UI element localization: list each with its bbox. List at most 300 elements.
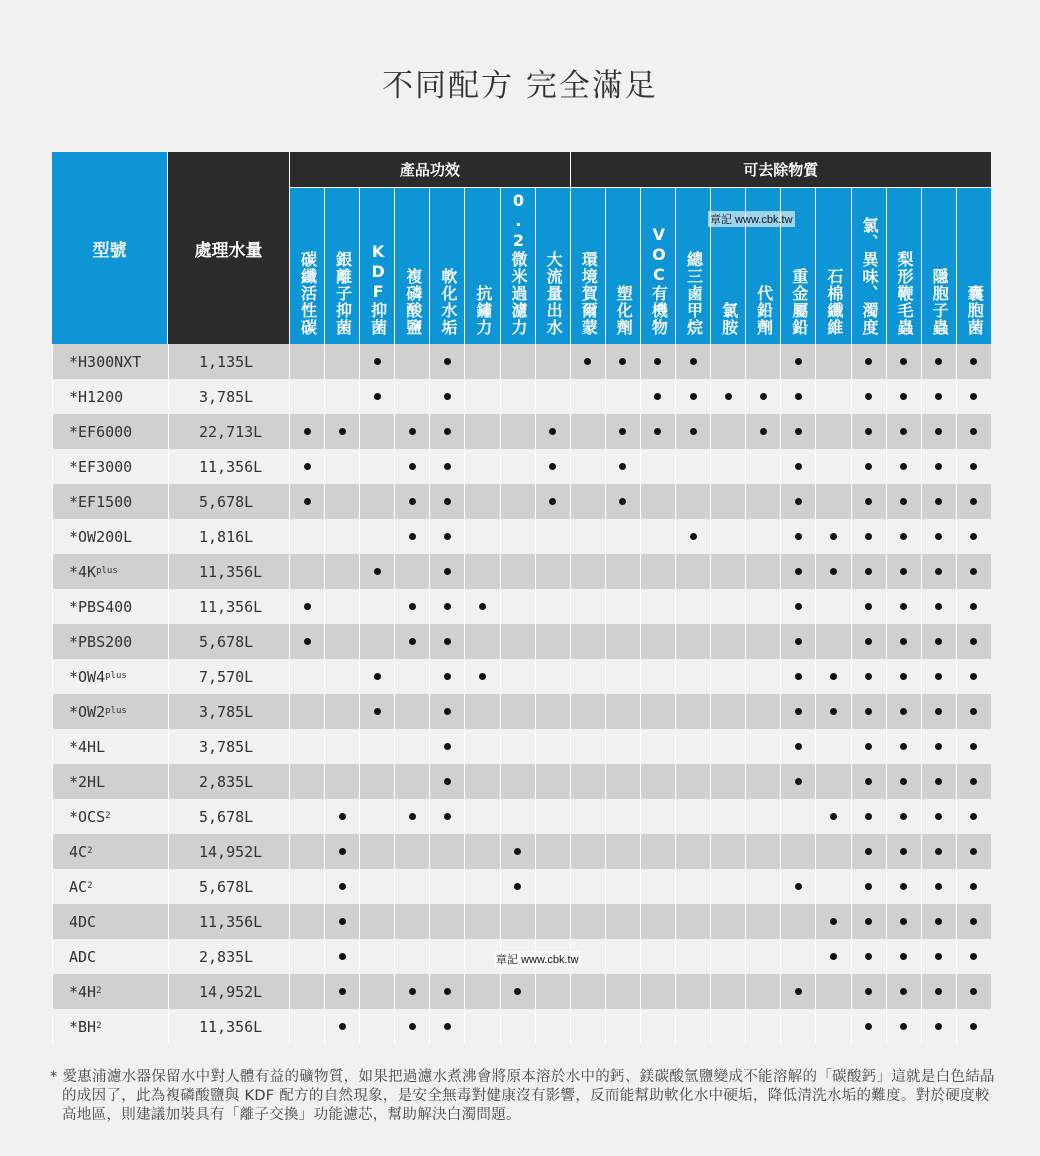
check-dot-icon (970, 358, 977, 365)
check-dot-icon (865, 1023, 872, 1030)
feature-cell (640, 764, 675, 799)
check-dot-icon (935, 743, 942, 750)
feature-cell (640, 554, 675, 589)
check-dot-icon (865, 638, 872, 645)
check-dot-icon (865, 953, 872, 960)
check-dot-icon (374, 358, 381, 365)
feature-cell (815, 624, 850, 659)
feature-cell (886, 869, 921, 904)
feature-cell (710, 1009, 745, 1044)
feature-cell (815, 869, 850, 904)
feature-cell (500, 904, 535, 939)
capacity-cell: 11,356L (168, 589, 289, 624)
feature-cell (289, 1009, 324, 1044)
feature-cell (710, 799, 745, 834)
capacity-cell: 5,678L (168, 484, 289, 519)
feature-cell (956, 694, 991, 729)
feature-cell (745, 484, 780, 519)
check-dot-icon (619, 498, 626, 505)
feature-cell (535, 589, 570, 624)
feature-cell (605, 799, 640, 834)
feature-cell (605, 449, 640, 484)
feature-cell (394, 659, 429, 694)
feature-cell (815, 379, 850, 414)
feature-cell (815, 694, 850, 729)
feature-cell (605, 834, 640, 869)
feature-cell (289, 904, 324, 939)
feature-cell (605, 1009, 640, 1044)
column-header: 隱胞子蟲 (921, 187, 956, 344)
check-dot-icon (970, 708, 977, 715)
feature-cell (921, 729, 956, 764)
feature-cell (359, 1009, 394, 1044)
capacity-cell: 11,356L (168, 1009, 289, 1044)
check-dot-icon (935, 568, 942, 575)
feature-cell (324, 379, 359, 414)
check-dot-icon (795, 883, 802, 890)
check-dot-icon (760, 428, 767, 435)
check-dot-icon (444, 673, 451, 680)
feature-cell (921, 519, 956, 554)
feature-cell (289, 519, 324, 554)
feature-cell (324, 974, 359, 1009)
feature-cell (500, 624, 535, 659)
feature-cell (394, 484, 429, 519)
feature-cell (640, 799, 675, 834)
check-dot-icon (795, 393, 802, 400)
column-header: 抗鏽力 (464, 187, 499, 344)
feature-cell (500, 554, 535, 589)
feature-cell (710, 764, 745, 799)
feature-cell (640, 344, 675, 379)
feature-cell (324, 414, 359, 449)
check-dot-icon (970, 463, 977, 470)
check-dot-icon (374, 568, 381, 575)
check-dot-icon (795, 428, 802, 435)
feature-cell (324, 449, 359, 484)
feature-cell (815, 344, 850, 379)
model-cell: *4K plus (52, 554, 168, 589)
feature-cell (921, 414, 956, 449)
feature-cell (815, 939, 850, 974)
feature-cell (570, 344, 605, 379)
column-header: 大流量出水 (535, 187, 570, 344)
feature-cell (570, 624, 605, 659)
feature-cell (956, 764, 991, 799)
model-cell: 4DC (52, 904, 168, 939)
model-cell: *EF3000 (52, 449, 168, 484)
feature-cell (464, 694, 499, 729)
feature-cell (289, 939, 324, 974)
column-header: 總三鹵甲烷 (675, 187, 710, 344)
feature-cell (359, 904, 394, 939)
feature-cell (675, 1009, 710, 1044)
feature-cell (570, 519, 605, 554)
check-dot-icon (970, 813, 977, 820)
capacity-cell: 3,785L (168, 694, 289, 729)
feature-cell (675, 484, 710, 519)
check-dot-icon (374, 673, 381, 680)
feature-cell (429, 799, 464, 834)
feature-cell (464, 519, 499, 554)
feature-cell (675, 974, 710, 1009)
feature-cell (324, 729, 359, 764)
feature-cell (921, 589, 956, 624)
feature-cell (956, 589, 991, 624)
feature-cell (429, 519, 464, 554)
capacity-header: 處理水量 (168, 152, 289, 344)
feature-cell (956, 659, 991, 694)
feature-cell (394, 589, 429, 624)
feature-cell (886, 484, 921, 519)
feature-cell (675, 589, 710, 624)
capacity-cell: 22,713L (168, 414, 289, 449)
feature-cell (605, 589, 640, 624)
check-dot-icon (444, 463, 451, 470)
feature-cell (921, 834, 956, 869)
check-dot-icon (935, 463, 942, 470)
feature-cell (535, 379, 570, 414)
feature-cell (921, 694, 956, 729)
feature-cell (605, 554, 640, 589)
feature-cell (745, 379, 780, 414)
feature-cell (429, 869, 464, 904)
feature-cell (710, 904, 745, 939)
feature-cell (500, 659, 535, 694)
model-cell: *EF1500 (52, 484, 168, 519)
check-dot-icon (900, 918, 907, 925)
feature-cell (710, 729, 745, 764)
feature-cell (640, 694, 675, 729)
capacity-cell: 1,135L (168, 344, 289, 379)
feature-cell (886, 1009, 921, 1044)
feature-cell (394, 834, 429, 869)
column-header: 複磷酸鹽 (394, 187, 429, 344)
feature-cell (745, 834, 780, 869)
check-dot-icon (970, 778, 977, 785)
feature-cell (324, 589, 359, 624)
feature-cell (851, 1009, 886, 1044)
check-dot-icon (795, 778, 802, 785)
check-dot-icon (444, 638, 451, 645)
check-dot-icon (935, 813, 942, 820)
model-cell: *4H 2 (52, 974, 168, 1009)
feature-cell (605, 414, 640, 449)
check-dot-icon (795, 463, 802, 470)
feature-cell (815, 764, 850, 799)
feature-cell (324, 939, 359, 974)
feature-cell (464, 624, 499, 659)
feature-cell (500, 764, 535, 799)
feature-cell (535, 904, 570, 939)
feature-cell (886, 414, 921, 449)
check-dot-icon (549, 498, 556, 505)
feature-cell (851, 694, 886, 729)
feature-cell (324, 904, 359, 939)
check-dot-icon (970, 953, 977, 960)
feature-cell (886, 449, 921, 484)
column-header: KDF抑菌 (359, 187, 394, 344)
check-dot-icon (900, 988, 907, 995)
feature-cell (780, 939, 815, 974)
feature-cell (359, 519, 394, 554)
check-dot-icon (584, 358, 591, 365)
feature-cell (359, 974, 394, 1009)
feature-cell (675, 344, 710, 379)
feature-cell (710, 939, 745, 974)
feature-cell (675, 449, 710, 484)
feature-cell (464, 799, 499, 834)
feature-cell (640, 414, 675, 449)
check-dot-icon (795, 498, 802, 505)
group-header: 可去除物質 (570, 152, 991, 187)
check-dot-icon (865, 533, 872, 540)
feature-cell (921, 659, 956, 694)
check-dot-icon (900, 428, 907, 435)
feature-cell (289, 624, 324, 659)
check-dot-icon (339, 918, 346, 925)
feature-cell (851, 799, 886, 834)
feature-cell (394, 379, 429, 414)
feature-cell (429, 449, 464, 484)
feature-cell (780, 974, 815, 1009)
feature-cell (956, 484, 991, 519)
feature-cell (815, 554, 850, 589)
feature-cell (289, 589, 324, 624)
feature-cell (500, 344, 535, 379)
feature-cell (745, 694, 780, 729)
capacity-cell: 5,678L (168, 869, 289, 904)
check-dot-icon (374, 708, 381, 715)
feature-cell (500, 519, 535, 554)
check-dot-icon (935, 1023, 942, 1030)
feature-cell (956, 414, 991, 449)
feature-cell (851, 449, 886, 484)
feature-cell (429, 659, 464, 694)
column-header: 代鉛劑 (745, 187, 780, 344)
feature-cell (394, 694, 429, 729)
feature-cell (605, 659, 640, 694)
feature-cell (640, 729, 675, 764)
feature-cell (640, 659, 675, 694)
check-dot-icon (444, 498, 451, 505)
check-dot-icon (444, 988, 451, 995)
feature-cell (851, 554, 886, 589)
feature-cell (780, 624, 815, 659)
feature-cell (359, 379, 394, 414)
feature-cell (535, 729, 570, 764)
feature-cell (359, 764, 394, 799)
check-dot-icon (970, 638, 977, 645)
check-dot-icon (935, 778, 942, 785)
feature-cell (710, 694, 745, 729)
check-dot-icon (970, 428, 977, 435)
feature-cell (500, 379, 535, 414)
feature-cell (851, 869, 886, 904)
feature-cell (780, 449, 815, 484)
feature-cell (851, 414, 886, 449)
check-dot-icon (970, 568, 977, 575)
feature-cell (605, 379, 640, 414)
feature-cell (780, 764, 815, 799)
feature-cell (710, 484, 745, 519)
feature-cell (640, 624, 675, 659)
feature-cell (745, 659, 780, 694)
check-dot-icon (865, 988, 872, 995)
feature-cell (570, 904, 605, 939)
feature-cell (815, 519, 850, 554)
feature-cell (394, 449, 429, 484)
check-dot-icon (970, 533, 977, 540)
feature-cell (956, 554, 991, 589)
model-header: 型號 (52, 152, 168, 344)
check-dot-icon (409, 463, 416, 470)
check-dot-icon (795, 638, 802, 645)
feature-cell (956, 729, 991, 764)
feature-cell (464, 589, 499, 624)
feature-cell (745, 904, 780, 939)
feature-cell (394, 729, 429, 764)
feature-cell (956, 939, 991, 974)
feature-cell (429, 694, 464, 729)
check-dot-icon (900, 498, 907, 505)
feature-cell (745, 799, 780, 834)
capacity-cell: 7,570L (168, 659, 289, 694)
feature-cell (429, 904, 464, 939)
check-dot-icon (830, 953, 837, 960)
feature-cell (535, 554, 570, 589)
check-dot-icon (970, 1023, 977, 1030)
check-dot-icon (970, 848, 977, 855)
check-dot-icon (690, 533, 697, 540)
feature-cell (780, 869, 815, 904)
feature-cell (500, 694, 535, 729)
feature-cell (289, 484, 324, 519)
feature-cell (464, 554, 499, 589)
feature-cell (886, 904, 921, 939)
feature-cell (500, 869, 535, 904)
feature-cell (675, 869, 710, 904)
feature-cell (745, 764, 780, 799)
feature-cell (745, 589, 780, 624)
feature-cell (886, 834, 921, 869)
feature-cell (956, 869, 991, 904)
feature-cell (710, 659, 745, 694)
feature-cell (851, 519, 886, 554)
check-dot-icon (444, 743, 451, 750)
feature-cell (780, 694, 815, 729)
feature-cell (675, 729, 710, 764)
feature-cell (745, 1009, 780, 1044)
check-dot-icon (865, 743, 872, 750)
feature-cell (464, 764, 499, 799)
feature-cell (815, 659, 850, 694)
feature-cell (605, 484, 640, 519)
feature-cell (324, 869, 359, 904)
feature-cell (359, 729, 394, 764)
feature-cell (710, 344, 745, 379)
feature-cell (675, 554, 710, 589)
feature-cell (605, 904, 640, 939)
feature-cell (851, 764, 886, 799)
capacity-cell: 3,785L (168, 379, 289, 414)
feature-cell (500, 1009, 535, 1044)
capacity-cell: 2,835L (168, 764, 289, 799)
comparison-table (52, 152, 991, 1044)
check-dot-icon (970, 603, 977, 610)
feature-cell (500, 729, 535, 764)
check-dot-icon (795, 568, 802, 575)
check-dot-icon (865, 463, 872, 470)
check-dot-icon (970, 673, 977, 680)
model-cell: *OW2 plus (52, 694, 168, 729)
column-header: 重金屬鉛 (780, 187, 815, 344)
feature-cell (359, 449, 394, 484)
feature-cell (956, 974, 991, 1009)
feature-cell (815, 834, 850, 869)
check-dot-icon (304, 498, 311, 505)
check-dot-icon (795, 708, 802, 715)
check-dot-icon (970, 393, 977, 400)
feature-cell (886, 694, 921, 729)
feature-cell (745, 974, 780, 1009)
check-dot-icon (900, 638, 907, 645)
feature-cell (464, 974, 499, 1009)
feature-cell (710, 624, 745, 659)
check-dot-icon (444, 1023, 451, 1030)
feature-cell (500, 834, 535, 869)
column-header: 銀離子抑菌 (324, 187, 359, 344)
check-dot-icon (970, 918, 977, 925)
check-dot-icon (654, 358, 661, 365)
feature-cell (815, 904, 850, 939)
model-cell: AC 2 (52, 869, 168, 904)
feature-cell (394, 414, 429, 449)
feature-cell (780, 834, 815, 869)
check-dot-icon (935, 533, 942, 540)
feature-cell (780, 799, 815, 834)
feature-cell (675, 904, 710, 939)
check-dot-icon (339, 953, 346, 960)
feature-cell (570, 484, 605, 519)
feature-cell (394, 519, 429, 554)
feature-cell (710, 554, 745, 589)
check-dot-icon (409, 533, 416, 540)
feature-cell (851, 659, 886, 694)
feature-cell (956, 624, 991, 659)
check-dot-icon (795, 988, 802, 995)
feature-cell (956, 834, 991, 869)
feature-cell (851, 939, 886, 974)
feature-cell (605, 344, 640, 379)
check-dot-icon (619, 463, 626, 470)
feature-cell (289, 974, 324, 1009)
feature-cell (359, 869, 394, 904)
feature-cell (394, 1009, 429, 1044)
feature-cell (956, 1009, 991, 1044)
feature-cell (815, 484, 850, 519)
capacity-cell: 3,785L (168, 729, 289, 764)
check-dot-icon (830, 673, 837, 680)
model-cell: *4HL (52, 729, 168, 764)
feature-cell (921, 1009, 956, 1044)
check-dot-icon (690, 428, 697, 435)
feature-cell (464, 344, 499, 379)
check-dot-icon (865, 708, 872, 715)
feature-cell (394, 974, 429, 1009)
feature-cell (921, 799, 956, 834)
check-dot-icon (549, 463, 556, 470)
